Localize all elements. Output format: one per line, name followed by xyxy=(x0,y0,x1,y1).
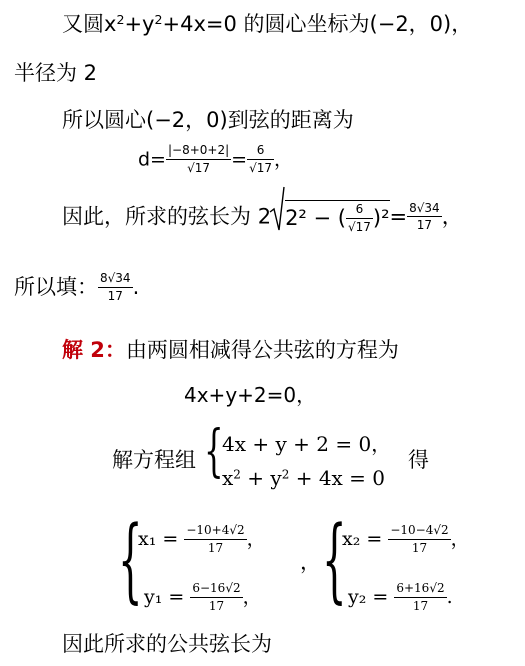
left-brace-icon: { xyxy=(204,419,224,484)
numerator: −10+4√2 xyxy=(184,524,246,540)
denominator: 17 xyxy=(107,288,123,303)
coefficient-two: 2 xyxy=(257,204,272,229)
line1-mid: 的圆心坐标为 xyxy=(236,12,370,36)
fraction-result xyxy=(407,202,442,234)
denominator: 17 xyxy=(416,218,433,233)
y1-fraction xyxy=(190,582,242,614)
equation-1: 4x + y + 2 = 0， xyxy=(222,432,392,456)
denominator: 17 xyxy=(412,598,429,613)
solution-2-label: 解 2： xyxy=(62,338,126,362)
big-radical xyxy=(271,200,389,235)
separator-comma: ， xyxy=(300,550,321,574)
y2-fraction xyxy=(394,582,446,614)
left-brace-1-icon: { xyxy=(118,506,143,613)
close-square: )² xyxy=(372,205,390,230)
numerator: 6+16√2 xyxy=(394,582,446,598)
y1-lhs: y₁ = xyxy=(144,585,191,608)
x1-row xyxy=(138,524,266,556)
line1-prefix: 又圆 xyxy=(62,12,104,36)
line-last: 因此所求的公共弦长为 xyxy=(62,632,272,656)
numerator: 6 xyxy=(346,203,373,219)
line5-prefix: 因此，所求的弦长为 xyxy=(62,204,258,229)
line-2: 半径为 2 xyxy=(14,61,98,85)
denominator: √17 xyxy=(187,160,211,175)
fraction-six-over-root17 xyxy=(247,144,274,176)
radicand-text: 2² − ( xyxy=(285,205,346,230)
radicand xyxy=(285,200,389,235)
system-prefix: 解方程组 xyxy=(112,448,196,472)
y1-row xyxy=(144,582,262,614)
x2-fraction xyxy=(388,524,450,556)
comma: ， xyxy=(246,527,266,550)
numerator: |−8+0+2| xyxy=(166,144,231,160)
fraction-six-over-root17 xyxy=(346,203,373,235)
denominator: 17 xyxy=(207,540,224,555)
x2-row xyxy=(342,524,470,556)
equation-2: $x^2 + y^2 + 4x = 0$ xyxy=(222,466,386,490)
line-5-chord-length xyxy=(62,200,463,235)
numerator: 6 xyxy=(247,144,274,160)
x1-fraction xyxy=(184,524,246,556)
line6-prefix: 所以填： xyxy=(14,274,98,299)
y2-lhs: y₂ = xyxy=(348,585,395,608)
line-7-solution-2 xyxy=(62,340,399,361)
comma: ， xyxy=(242,585,262,608)
equals: = xyxy=(231,148,248,171)
comma: ， xyxy=(441,204,463,229)
line-6-answer xyxy=(14,272,139,304)
period: . xyxy=(446,585,453,608)
line1-center: (−2，0)， xyxy=(369,12,473,36)
system-suffix: 得 xyxy=(408,448,429,472)
numerator: 6−16√2 xyxy=(190,582,242,598)
line-4-distance-formula xyxy=(138,144,293,176)
line-1 xyxy=(62,14,472,35)
fraction-distance xyxy=(166,144,231,176)
period: . xyxy=(132,274,140,299)
radical-sign-icon xyxy=(269,186,285,232)
denominator: 17 xyxy=(411,540,428,555)
numerator: 8√34 xyxy=(407,202,442,218)
left-brace-2-icon: { xyxy=(322,506,347,613)
solution-2-text: 由两圆相减得公共弦的方程为 xyxy=(125,338,399,362)
x2-lhs: x₂ = xyxy=(342,527,389,550)
comma: ， xyxy=(450,527,470,550)
line1-equation: $x^2+y^2+4x=0$ xyxy=(104,12,237,36)
line-3: 所以圆心(−2，0)到弦的距离为 xyxy=(62,108,354,132)
solutions xyxy=(0,506,525,622)
x1-lhs: x₁ = xyxy=(138,527,185,550)
denominator: √17 xyxy=(347,219,371,234)
fraction-answer xyxy=(98,272,133,304)
y2-row xyxy=(348,582,453,614)
line-8-chord-equation: 4x+y+2=0， xyxy=(184,383,317,407)
equals: = xyxy=(389,204,408,229)
numerator: 8√34 xyxy=(98,272,133,288)
denominator: 17 xyxy=(208,598,225,613)
numerator: −10−4√2 xyxy=(388,524,450,540)
d-label: d= xyxy=(138,148,166,171)
denominator: √17 xyxy=(249,160,272,175)
comma: ， xyxy=(273,148,293,171)
